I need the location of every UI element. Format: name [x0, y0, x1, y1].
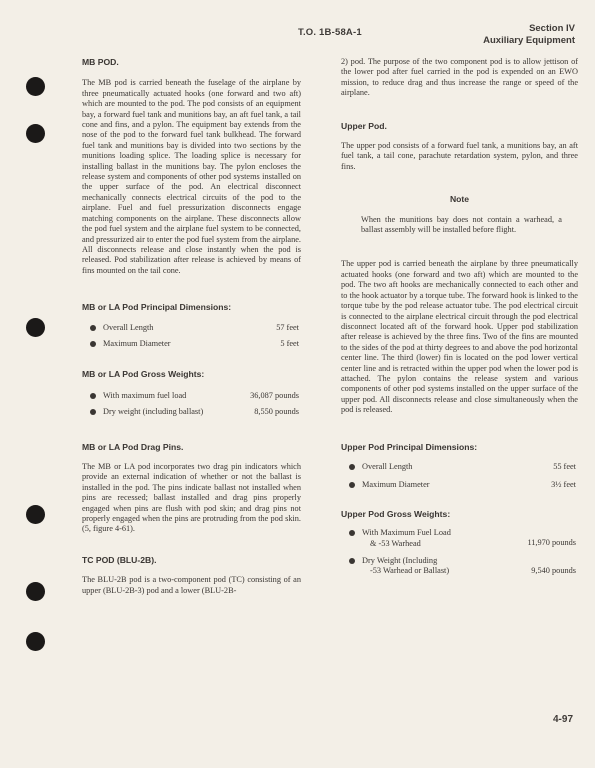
upper-principal-dimensions-heading: Upper Pod Principal Dimensions: [341, 441, 478, 452]
mb-pod-heading: MB POD. [82, 57, 119, 67]
binder-hole [26, 582, 45, 601]
section-header [483, 23, 575, 47]
tc-pod-heading: TC POD (BLU-2B). [82, 554, 157, 565]
tc-pod-paragraph: The BLU-2B pod is a two-component pod (TC) consisting of an upper (BLU-2B-3) pod and a lower (BLU-2B- [82, 575, 301, 595]
note-text: When the munitions bay does not contain a warhead, a ballast assembly will be installed before flight. [361, 214, 562, 235]
dimension-row [349, 462, 576, 472]
mb-principal-dimensions-heading: MB or LA Pod Principal Dimensions: [82, 302, 232, 313]
upper-pod-heading: Upper Pod. [341, 120, 387, 131]
bullet-icon [90, 341, 96, 347]
weight-row [349, 528, 576, 549]
document-id: T.O. 1B-58A-1 [298, 27, 362, 38]
dimension-label: Overall Length [362, 461, 413, 471]
bullet-icon [349, 530, 355, 536]
upper-gross-weights-heading: Upper Pod Gross Weights: [341, 508, 451, 519]
dimension-label: Overall Length [103, 322, 154, 332]
weight-label-line2: & -53 Warhead [370, 538, 421, 548]
bullet-icon [349, 482, 355, 488]
bullet-icon [90, 393, 96, 399]
right-column [341, 57, 578, 577]
bullet-icon [349, 558, 355, 564]
mb-gross-weights-list [82, 391, 301, 418]
weight-row [90, 407, 299, 417]
dimension-value: 3½ feet [551, 480, 576, 490]
upper-principal-dimensions-list [341, 462, 578, 491]
weight-row [90, 391, 299, 401]
mb-pod-paragraph: The MB pod is carried beneath the fuselage of the airplane by three pneumatically actuated hooks (one forward and two aft) which are mounted to the pod. The pod consists of an equipment bay, a forward fuel tank and munitions bay, an aft fuel tank, a tail cone and fins, and a pylon. The equipment bay extends from the nose of the pod to the forward fuel tank bulkhead. The forward fuel tank and munitions bay is divided into two sections by the munitions loading splice. The loading splice is necessary for installing ballast in the munitions bay. The pylon encloses the release system and components of other pod systems installed on the upper surface of the pod. An electrical disconnect mechanically connects electrical circuits of the pod to the airplane. Fuel and fuel pressurization disconnects engage matching components on the airplane. These disconnects allow the pod fuel system and the airplane fuel system to be connected, and pressurized air to enter the pod fuel system from the airplane. All disconnects release and close instantly when the pod is released. Pod stabilization after release is achieved by means of fins mounted on the tail cone. [82, 78, 301, 275]
weight-label-line2: -53 Warhead or Ballast) [370, 566, 450, 576]
upper-gross-weights-list [341, 528, 578, 577]
weight-row [349, 556, 576, 577]
weight-value: 11,970 pounds [527, 538, 576, 548]
dimension-value: 57 feet [276, 322, 299, 332]
tc-pod-continued-paragraph: 2) pod. The purpose of the two component pod is to allow jettison of the lower pod after fuel carried in the pod is expended on an EWO mission, to reduce drag and thus increase the range or speed of the airplane. [341, 57, 578, 98]
drag-pins-paragraph: The MB or LA pod incorporates two drag pin indicators which provide an external indication of whether or not the ballast is installed in the pod. The pins indicate ballast not installed when pins are recessed; ballast installed and drag pins properly engaged when pins are flush with pod skin; and drag pins not properly engaged when the pins are protruding from the pod skin. (5, figure 4-61). [82, 461, 301, 534]
dimension-label: Maximum Diameter [362, 480, 430, 490]
mb-gross-weights-heading: MB or LA Pod Gross Weights: [82, 369, 205, 380]
dimension-value: 55 feet [553, 461, 576, 471]
upper-pod-paragraph: The upper pod consists of a forward fuel tank, a munitions bay, an aft fuel tank, a tail cone, parachute retardation system, pylon, and three fins. [341, 141, 578, 171]
bullet-icon [90, 325, 96, 331]
dimension-value: 5 feet [280, 338, 299, 348]
weight-value: 9,540 pounds [531, 566, 576, 575]
note-title: Note [449, 194, 470, 205]
binder-hole [26, 77, 45, 96]
weight-label-line1: With Maximum Fuel Load [362, 528, 451, 538]
mb-principal-dimensions-list [82, 323, 301, 350]
drag-pins-heading: MB or LA Pod Drag Pins. [82, 441, 184, 452]
weight-label: Dry weight (including ballast) [103, 407, 204, 417]
upper-pod-description-paragraph: The upper pod is carried beneath the airplane by three pneumatically actuated hooks (one forward and two aft) which are mounted to the pod. The two aft hooks are mechanically connected to each other and to the hook actuator by a torque tube. The forward hook is linked to the torque tube by the pod release actuator tube. The pod electrical circuit is connected to the airplane electrical circuit through the pod electrical disconnect located aft of the forward hook. Upper pod stabilization after release is achieved by the three fins. Two of the fins are mounted to the sides of the pod at thirty degrees to and above the pod horizontal center line. The third (lower) fin is located on the pod lower vertical center line and is retracted within the upper pod when the lower pod is attached. The pylon contains the release system and various components of other pod systems installed on the upper surface of the upper pod. All disconnects release and close simultaneously when the pod is released. [341, 259, 578, 415]
weight-value: 8,550 pounds [254, 407, 299, 417]
section-number: Section IV [529, 23, 575, 34]
binder-hole [26, 632, 45, 651]
binder-hole [26, 318, 45, 337]
bullet-icon [349, 464, 355, 470]
dimension-row [90, 339, 299, 349]
page-number: 4-97 [552, 714, 573, 725]
dimension-row [90, 323, 299, 333]
dimension-row [349, 480, 576, 490]
binder-hole [26, 505, 45, 524]
weight-value: 36,087 pounds [250, 390, 299, 400]
dimension-label: Maximum Diameter [103, 338, 171, 348]
weight-label: With maximum fuel load [103, 390, 187, 400]
section-title: Auxiliary Equipment [483, 35, 575, 46]
binder-hole [26, 124, 45, 143]
weight-label-line1: Dry Weight (Including [362, 556, 438, 565]
left-column [82, 57, 301, 596]
bullet-icon [90, 409, 96, 415]
